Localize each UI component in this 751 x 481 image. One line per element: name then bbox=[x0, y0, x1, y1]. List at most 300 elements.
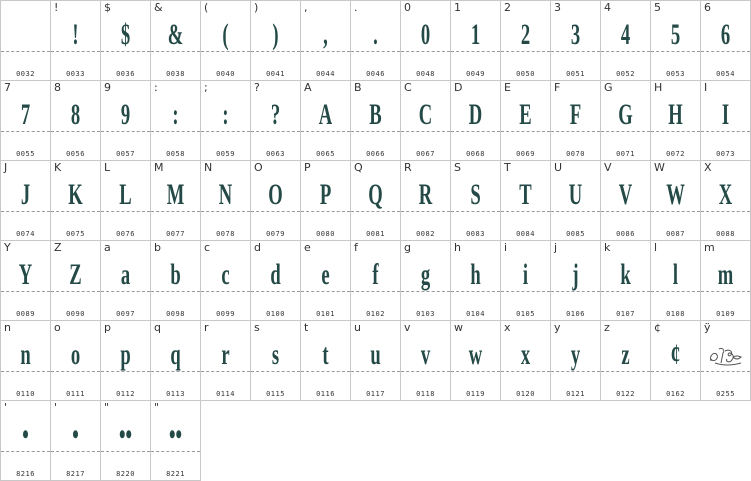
glyph-cell-codepoint: 0090 bbox=[66, 310, 85, 318]
glyph-sample: , bbox=[323, 18, 328, 51]
glyph-cell-label: ' bbox=[4, 401, 8, 414]
glyph-cell-codepoint: 0046 bbox=[366, 70, 385, 78]
glyph-cell-codepoint: 0082 bbox=[416, 230, 435, 238]
glyph-cell-label: S bbox=[454, 161, 461, 174]
glyph-cell-label: e bbox=[304, 241, 311, 254]
glyph-cell-codepoint: 0086 bbox=[616, 230, 635, 238]
glyph-cell bbox=[401, 321, 451, 401]
glyph-cell-label: 9 bbox=[104, 81, 111, 94]
glyph-sample: C bbox=[418, 98, 433, 131]
glyph-cell bbox=[301, 1, 351, 81]
glyph-cell-label: J bbox=[4, 161, 8, 174]
glyph-sample: g bbox=[420, 258, 431, 291]
glyph-cell-codepoint: 0111 bbox=[66, 390, 85, 398]
glyph-cell-codepoint: 0063 bbox=[266, 150, 285, 158]
glyph-cell-label: K bbox=[54, 161, 62, 174]
glyph-cell bbox=[401, 161, 451, 241]
glyph-cell bbox=[501, 1, 551, 81]
glyph-sample: 5 bbox=[670, 18, 681, 51]
glyph-cell bbox=[601, 81, 651, 161]
glyph-sample: v bbox=[420, 338, 431, 371]
glyph-sample: q bbox=[170, 338, 181, 371]
glyph-cell-codepoint: 0117 bbox=[366, 390, 385, 398]
glyph-cell-codepoint: 0059 bbox=[216, 150, 235, 158]
glyph-cell-label: ! bbox=[54, 1, 59, 14]
glyph-cell bbox=[701, 321, 751, 401]
glyph-sample: s bbox=[271, 338, 280, 371]
glyph-cell-codepoint: 0055 bbox=[16, 150, 35, 158]
glyph-cell bbox=[351, 81, 401, 161]
glyph-cell bbox=[651, 1, 701, 81]
glyph-cell-label: ÿ bbox=[704, 321, 711, 334]
glyph-cell bbox=[401, 81, 451, 161]
glyph-cell bbox=[451, 1, 501, 81]
glyph-sample: n bbox=[20, 338, 31, 371]
glyph-cell bbox=[1, 241, 51, 321]
glyph-cell bbox=[51, 81, 101, 161]
glyph-sample: T bbox=[519, 178, 532, 211]
glyph-sample: 2 bbox=[520, 18, 531, 51]
glyph-cell-codepoint: 8217 bbox=[66, 470, 85, 478]
glyph-sample: $ bbox=[120, 18, 131, 51]
glyph-cell-label: q bbox=[154, 321, 161, 334]
glyph-cell-codepoint: 0052 bbox=[616, 70, 635, 78]
glyph-cell bbox=[351, 241, 401, 321]
glyph-cell bbox=[351, 1, 401, 81]
glyph-cell bbox=[351, 321, 401, 401]
glyph-cell-codepoint: 8221 bbox=[166, 470, 185, 478]
glyph-cell bbox=[601, 161, 651, 241]
glyph-sample: A bbox=[318, 98, 333, 131]
glyph-cell-codepoint: 0051 bbox=[566, 70, 585, 78]
glyph-cell-codepoint: 0100 bbox=[266, 310, 285, 318]
glyph-cell bbox=[151, 321, 201, 401]
glyph-cell-codepoint: 0081 bbox=[366, 230, 385, 238]
glyph-sample: J bbox=[20, 178, 31, 211]
glyph-cell-codepoint: 0067 bbox=[416, 150, 435, 158]
glyph-sample: z bbox=[621, 338, 630, 371]
glyph-cell bbox=[601, 241, 651, 321]
glyph-cell-codepoint: 0106 bbox=[566, 310, 585, 318]
glyph-cell-label: . bbox=[354, 1, 358, 14]
glyph-cell-codepoint: 0107 bbox=[616, 310, 635, 318]
glyph-cell-label: L bbox=[104, 161, 111, 174]
glyph-cell-label: l bbox=[654, 241, 658, 254]
glyph-cell bbox=[301, 81, 351, 161]
glyph-cell-codepoint: 0076 bbox=[116, 230, 135, 238]
glyph-sample: a bbox=[120, 258, 131, 291]
glyph-cell-codepoint: 0065 bbox=[316, 150, 335, 158]
glyph-sample: j bbox=[572, 258, 579, 291]
glyph-sample: D bbox=[468, 98, 483, 131]
glyph-cell-codepoint: 0038 bbox=[166, 70, 185, 78]
glyph-cell-codepoint: 0074 bbox=[16, 230, 35, 238]
glyph-cell bbox=[251, 161, 301, 241]
glyph-cell-label: 8 bbox=[54, 81, 61, 94]
glyph-sample: F bbox=[569, 98, 582, 131]
glyph-cell bbox=[151, 1, 201, 81]
glyph-cell bbox=[251, 321, 301, 401]
glyph-sample: V bbox=[618, 178, 633, 211]
glyph-sample: 4 bbox=[620, 18, 631, 51]
glyph-cell-label: x bbox=[504, 321, 511, 334]
glyph-sample: B bbox=[369, 98, 382, 131]
glyph-cell-codepoint: 0032 bbox=[16, 70, 35, 78]
glyph-sample: p bbox=[120, 338, 131, 371]
glyph-cell bbox=[1, 81, 51, 161]
glyph-cell-codepoint: 0056 bbox=[66, 150, 85, 158]
glyph-sample: i bbox=[522, 258, 529, 291]
glyph-sample: •• bbox=[118, 418, 133, 451]
glyph-cell bbox=[651, 321, 701, 401]
glyph-cell bbox=[251, 1, 301, 81]
glyph-sample: W bbox=[666, 178, 685, 211]
glyph-cell bbox=[701, 161, 751, 241]
glyph-cell bbox=[401, 241, 451, 321]
glyph-cell bbox=[551, 321, 601, 401]
glyph-cell bbox=[151, 81, 201, 161]
glyph-cell-codepoint: 0066 bbox=[366, 150, 385, 158]
glyph-cell-label: 5 bbox=[654, 1, 661, 14]
glyph-cell bbox=[51, 321, 101, 401]
glyph-cell-codepoint: 0077 bbox=[166, 230, 185, 238]
glyph-cell bbox=[701, 1, 751, 81]
glyph-sample: U bbox=[568, 178, 583, 211]
glyph-sample: Y bbox=[18, 258, 33, 291]
glyph-cell-label: 0 bbox=[404, 1, 411, 14]
font-author-signature-icon bbox=[707, 343, 745, 367]
glyph-cell-codepoint: 0255 bbox=[716, 390, 735, 398]
glyph-cell-codepoint: 0079 bbox=[266, 230, 285, 238]
glyph-cell-label: T bbox=[504, 161, 511, 174]
glyph-cell-label: : bbox=[154, 81, 158, 94]
glyph-cell bbox=[251, 81, 301, 161]
glyph-cell bbox=[601, 1, 651, 81]
glyph-cell-label: m bbox=[704, 241, 715, 254]
glyph-cell bbox=[301, 241, 351, 321]
glyph-cell bbox=[101, 1, 151, 81]
glyph-cell-codepoint: 0105 bbox=[516, 310, 535, 318]
glyph-cell bbox=[401, 1, 451, 81]
glyph-sample: ( bbox=[222, 18, 229, 51]
glyph-cell bbox=[101, 321, 151, 401]
glyph-sample: Z bbox=[69, 258, 82, 291]
glyph-cell-label: 4 bbox=[604, 1, 611, 14]
glyph-cell bbox=[501, 161, 551, 241]
glyph-cell-codepoint: 0089 bbox=[16, 310, 35, 318]
glyph-sample: x bbox=[520, 338, 531, 371]
glyph-cell-label: 7 bbox=[4, 81, 11, 94]
glyph-cell-codepoint: 0121 bbox=[566, 390, 585, 398]
glyph-cell-label: n bbox=[4, 321, 11, 334]
glyph-cell-label: u bbox=[354, 321, 361, 334]
glyph-cell-codepoint: 0114 bbox=[216, 390, 235, 398]
glyph-cell-label: V bbox=[604, 161, 612, 174]
glyph-cell-label: w bbox=[454, 321, 463, 334]
glyph-sample: ! bbox=[72, 18, 79, 51]
glyph-cell-codepoint: 0085 bbox=[566, 230, 585, 238]
glyph-cell bbox=[451, 241, 501, 321]
glyph-cell bbox=[1, 1, 51, 81]
glyph-cell-label: 2 bbox=[504, 1, 511, 14]
glyph-sample: o bbox=[70, 338, 81, 371]
glyph-cell-label: A bbox=[304, 81, 312, 94]
glyph-cell-codepoint: 0083 bbox=[466, 230, 485, 238]
glyph-cell-codepoint: 0087 bbox=[666, 230, 685, 238]
glyph-cell-codepoint: 0104 bbox=[466, 310, 485, 318]
glyph-sample: 6 bbox=[720, 18, 731, 51]
glyph-cell bbox=[151, 241, 201, 321]
glyph-sample: w bbox=[468, 338, 483, 371]
glyph-cell bbox=[151, 401, 201, 481]
glyph-cell-codepoint: 0110 bbox=[16, 390, 35, 398]
glyph-cell bbox=[601, 321, 651, 401]
glyph-cell-codepoint: 0162 bbox=[666, 390, 685, 398]
glyph-cell-codepoint: 0053 bbox=[666, 70, 685, 78]
glyph-cell-label: M bbox=[154, 161, 164, 174]
glyph-cell-codepoint: 0113 bbox=[166, 390, 185, 398]
glyph-cell bbox=[101, 401, 151, 481]
glyph-sample: m bbox=[717, 258, 734, 291]
glyph-cell-codepoint: 0073 bbox=[716, 150, 735, 158]
glyph-cell-label: N bbox=[204, 161, 213, 174]
glyph-sample: 3 bbox=[570, 18, 581, 51]
glyph-sample: f bbox=[372, 258, 379, 291]
glyph-sample: K bbox=[68, 178, 83, 211]
glyph-cell-label: F bbox=[554, 81, 561, 94]
glyph-cell bbox=[151, 161, 201, 241]
glyph-cell-codepoint: 0109 bbox=[716, 310, 735, 318]
glyph-cell-codepoint: 0040 bbox=[216, 70, 235, 78]
glyph-cell-label: v bbox=[404, 321, 411, 334]
glyph-sample: t bbox=[322, 338, 329, 371]
glyph-cell-codepoint: 0048 bbox=[416, 70, 435, 78]
glyph-cell-codepoint: 0099 bbox=[216, 310, 235, 318]
glyph-cell-label: $ bbox=[104, 1, 111, 14]
glyph-cell bbox=[551, 1, 601, 81]
glyph-cell bbox=[51, 401, 101, 481]
glyph-cell-codepoint: 0041 bbox=[266, 70, 285, 78]
glyph-cell-codepoint: 0057 bbox=[116, 150, 135, 158]
glyph-sample: d bbox=[270, 258, 281, 291]
glyph-sample: . bbox=[373, 18, 378, 51]
glyph-cell-codepoint: 0102 bbox=[366, 310, 385, 318]
glyph-cell-codepoint: 8216 bbox=[16, 470, 35, 478]
glyph-cell bbox=[201, 81, 251, 161]
glyph-cell-label: o bbox=[54, 321, 61, 334]
glyph-cell bbox=[651, 161, 701, 241]
glyph-sample: 7 bbox=[20, 98, 31, 131]
glyph-sample: • bbox=[22, 418, 29, 451]
glyph-cell-label: p bbox=[104, 321, 111, 334]
glyph-cell-codepoint: 0122 bbox=[616, 390, 635, 398]
glyph-cell-label: 6 bbox=[704, 1, 711, 14]
glyph-cell bbox=[551, 241, 601, 321]
glyph-cell bbox=[251, 241, 301, 321]
glyph-cell-codepoint: 0088 bbox=[716, 230, 735, 238]
glyph-cell-label: " bbox=[154, 401, 160, 414]
glyph-cell bbox=[201, 1, 251, 81]
glyph-cell-label: 1 bbox=[454, 1, 461, 14]
glyph-sample: u bbox=[370, 338, 381, 371]
glyph-cell bbox=[101, 81, 151, 161]
glyph-cell-label: B bbox=[354, 81, 362, 94]
glyph-cell bbox=[501, 81, 551, 161]
glyph-cell-label: s bbox=[254, 321, 260, 334]
glyph-sample: k bbox=[620, 258, 631, 291]
glyph-cell bbox=[501, 321, 551, 401]
glyph-cell bbox=[451, 81, 501, 161]
glyph-cell-codepoint: 0098 bbox=[166, 310, 185, 318]
glyph-cell-label: , bbox=[304, 1, 308, 14]
glyph-cell-codepoint: 0108 bbox=[666, 310, 685, 318]
glyph-cell-label: k bbox=[604, 241, 611, 254]
glyph-cell-label: j bbox=[554, 241, 558, 254]
glyph-cell bbox=[551, 161, 601, 241]
glyph-sample: G bbox=[618, 98, 633, 131]
glyph-cell-codepoint: 0103 bbox=[416, 310, 435, 318]
glyph-sample: O bbox=[268, 178, 283, 211]
glyph-cell-label: ( bbox=[204, 1, 209, 14]
glyph-cell-label: c bbox=[204, 241, 211, 254]
glyph-cell-label: d bbox=[254, 241, 261, 254]
glyph-sample: L bbox=[119, 178, 132, 211]
glyph-cell-label: i bbox=[504, 241, 508, 254]
glyph-cell bbox=[651, 241, 701, 321]
glyph-cell-label: ' bbox=[54, 401, 58, 414]
glyph-sample: 9 bbox=[120, 98, 131, 131]
glyph-cell-label: ; bbox=[204, 81, 208, 94]
glyph-cell-label: D bbox=[454, 81, 463, 94]
glyph-cell-label: Y bbox=[4, 241, 11, 254]
glyph-cell-label: g bbox=[404, 241, 411, 254]
glyph-cell-label: a bbox=[104, 241, 111, 254]
glyph-cell-label: h bbox=[454, 241, 461, 254]
glyph-cell-codepoint: 0033 bbox=[66, 70, 85, 78]
glyph-cell bbox=[451, 161, 501, 241]
glyph-cell-codepoint: 0116 bbox=[316, 390, 335, 398]
glyph-cell bbox=[651, 81, 701, 161]
glyph-cell-codepoint: 0068 bbox=[466, 150, 485, 158]
glyph-cell bbox=[51, 1, 101, 81]
glyph-cell bbox=[201, 241, 251, 321]
glyph-cell-codepoint: 0120 bbox=[516, 390, 535, 398]
glyph-sample: M bbox=[166, 178, 185, 211]
glyph-sample: •• bbox=[168, 418, 183, 451]
glyph-sample: I bbox=[721, 98, 730, 131]
glyph-cell bbox=[351, 161, 401, 241]
glyph-sample: ? bbox=[270, 98, 281, 131]
glyph-cell bbox=[51, 241, 101, 321]
glyph-cell bbox=[701, 81, 751, 161]
glyph-sample: X bbox=[718, 178, 733, 211]
glyph-cell-codepoint: 0115 bbox=[266, 390, 285, 398]
glyph-sample: S bbox=[470, 178, 481, 211]
glyph-sample: h bbox=[470, 258, 481, 291]
glyph-sample: • bbox=[72, 418, 79, 451]
glyph-cell-codepoint: 0080 bbox=[316, 230, 335, 238]
glyph-cell-label: 3 bbox=[554, 1, 561, 14]
glyph-cell-codepoint: 0069 bbox=[516, 150, 535, 158]
baseline-guide bbox=[701, 371, 750, 372]
glyph-sample: N bbox=[218, 178, 233, 211]
glyph-cell-label: X bbox=[704, 161, 712, 174]
glyph-sample: 0 bbox=[420, 18, 431, 51]
glyph-cell bbox=[101, 161, 151, 241]
glyph-cell-label: t bbox=[304, 321, 309, 334]
glyph-sample: P bbox=[319, 178, 332, 211]
glyph-cell-label: G bbox=[604, 81, 613, 94]
glyph-cell-codepoint: 0118 bbox=[416, 390, 435, 398]
glyph-sample: ¢ bbox=[670, 338, 681, 371]
glyph-sample: 1 bbox=[470, 18, 481, 51]
glyph-cell-label: O bbox=[254, 161, 263, 174]
glyph-cell-label: ¢ bbox=[654, 321, 661, 334]
glyph-cell-label: ) bbox=[254, 1, 259, 14]
glyph-cell bbox=[1, 161, 51, 241]
glyph-sample: l bbox=[672, 258, 679, 291]
glyph-cell bbox=[301, 321, 351, 401]
glyph-sample: e bbox=[321, 258, 330, 291]
glyph-cell-label: " bbox=[104, 401, 110, 414]
glyph-sample: Q bbox=[368, 178, 383, 211]
glyph-cell bbox=[701, 241, 751, 321]
glyph-cell-label: H bbox=[654, 81, 663, 94]
glyph-cell-label: U bbox=[554, 161, 563, 174]
glyph-cell-label: & bbox=[154, 1, 163, 14]
glyph-cell-codepoint: 0119 bbox=[466, 390, 485, 398]
glyph-cell-codepoint: 0072 bbox=[666, 150, 685, 158]
glyph-cell-label: z bbox=[604, 321, 610, 334]
glyph-cell bbox=[451, 321, 501, 401]
glyph-sample: y bbox=[570, 338, 581, 371]
glyph-cell-label: R bbox=[404, 161, 412, 174]
glyph-cell-codepoint: 0078 bbox=[216, 230, 235, 238]
glyph-cell bbox=[51, 161, 101, 241]
glyph-cell bbox=[201, 161, 251, 241]
glyph-cell-label: E bbox=[504, 81, 511, 94]
glyph-cell-label: C bbox=[404, 81, 412, 94]
glyph-cell-label: Z bbox=[54, 241, 62, 254]
glyph-cell-codepoint: 0101 bbox=[316, 310, 335, 318]
glyph-cell-label: b bbox=[154, 241, 161, 254]
glyph-sample: ) bbox=[272, 18, 279, 51]
glyph-sample: H bbox=[668, 98, 683, 131]
glyph-cell-codepoint: 0097 bbox=[116, 310, 135, 318]
glyph-cell-codepoint: 0058 bbox=[166, 150, 185, 158]
glyph-cell-codepoint: 0075 bbox=[66, 230, 85, 238]
glyph-sample: : bbox=[172, 98, 179, 131]
glyph-sample: E bbox=[519, 98, 532, 131]
glyph-cell-label: f bbox=[354, 241, 358, 254]
glyph-cell bbox=[551, 81, 601, 161]
glyph-sample: c bbox=[221, 258, 230, 291]
glyph-cell-codepoint: 0084 bbox=[516, 230, 535, 238]
glyph-sample: b bbox=[170, 258, 181, 291]
glyph-cell-label: y bbox=[554, 321, 561, 334]
glyph-sample: : bbox=[222, 98, 229, 131]
glyph-cell bbox=[1, 321, 51, 401]
glyph-cell-codepoint: 0050 bbox=[516, 70, 535, 78]
glyph-cell-label: W bbox=[654, 161, 665, 174]
glyph-cell-label: Q bbox=[354, 161, 363, 174]
glyph-cell bbox=[201, 321, 251, 401]
glyph-cell-codepoint: 0036 bbox=[116, 70, 135, 78]
glyph-cell-label: r bbox=[204, 321, 209, 334]
glyph-sample bbox=[10, 17, 40, 53]
glyph-cell-codepoint: 0054 bbox=[716, 70, 735, 78]
glyph-cell-codepoint: 0112 bbox=[116, 390, 135, 398]
